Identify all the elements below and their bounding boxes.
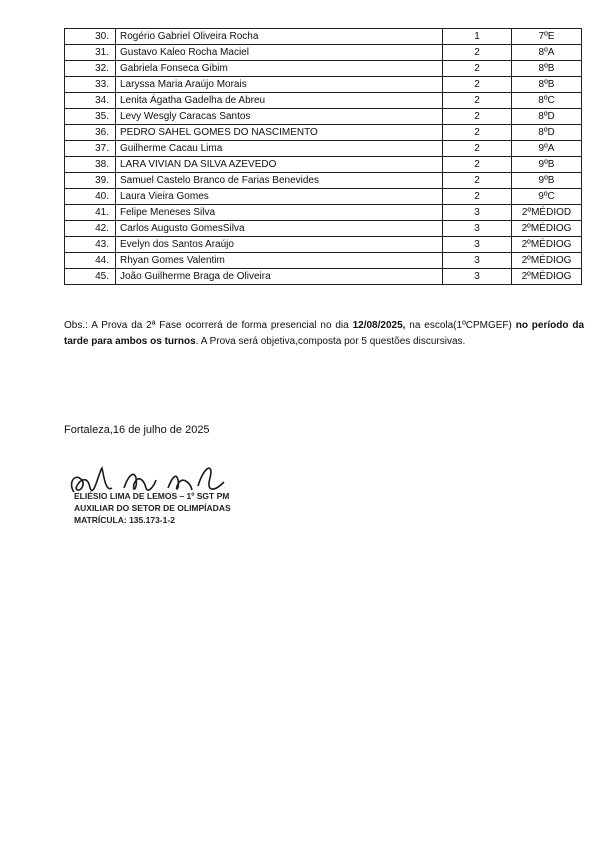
participant-name: LARA VIVIAN DA SILVA AZEVEDO	[116, 157, 443, 173]
participant-name: Lenita Ágatha Gadelha de Abreu	[116, 93, 443, 109]
class-grade: 8ºC	[512, 93, 582, 109]
signer-name: ELIÉSIO LIMA DE LEMOS – 1º SGT PM	[74, 491, 230, 501]
obs-date: 12/08/2025,	[352, 320, 406, 331]
class-grade: 2ºMÉDIOD	[512, 205, 582, 221]
class-grade: 9ºB	[512, 157, 582, 173]
row-number: 36.	[65, 125, 116, 141]
row-number: 44.	[65, 253, 116, 269]
row-number: 31.	[65, 45, 116, 61]
table-row	[65, 125, 582, 141]
year-level: 2	[443, 109, 512, 125]
table-row	[65, 93, 582, 109]
row-number: 35.	[65, 109, 116, 125]
class-grade: 9ºC	[512, 189, 582, 205]
row-number: 40.	[65, 189, 116, 205]
year-level: 2	[443, 45, 512, 61]
row-number: 37.	[65, 141, 116, 157]
row-number: 32.	[65, 61, 116, 77]
table-row	[65, 109, 582, 125]
year-level: 2	[443, 125, 512, 141]
obs-prefix: Obs.: A Prova da 2ª Fase ocorrerá de forma presencial no dia	[64, 320, 353, 331]
participant-name: Rhyan Gomes Valentim	[116, 253, 443, 269]
participant-name: PEDRO SAHEL GOMES DO NASCIMENTO	[116, 125, 443, 141]
table-row	[65, 61, 582, 77]
table-row	[65, 237, 582, 253]
year-level: 2	[443, 157, 512, 173]
obs-middle: na escola(1ºCPMGEF)	[405, 320, 516, 331]
participant-name: Gustavo Kaleo Rocha Maciel	[116, 45, 443, 61]
year-level: 3	[443, 205, 512, 221]
participants-table-body	[65, 29, 582, 285]
signer-registration: MATRÍCULA: 135.173-1-2	[74, 515, 175, 525]
year-level: 3	[443, 237, 512, 253]
obs-suffix: . A Prova será objetiva,composta por 5 questões discursivas.	[195, 336, 466, 347]
year-level: 3	[443, 221, 512, 237]
obs-period: no período da tarde para ambos os turnos	[64, 320, 585, 347]
participants-table	[64, 28, 582, 285]
signature-block	[74, 490, 231, 526]
participant-name: Samuel Castelo Branco de Farias Benevides	[116, 173, 443, 189]
year-level: 3	[443, 269, 512, 285]
table-row	[65, 45, 582, 61]
class-grade: 7ºE	[512, 29, 582, 45]
class-grade: 2ºMÉDIOG	[512, 237, 582, 253]
class-grade: 2ºMÉDIOG	[512, 221, 582, 237]
participant-name: Felipe Meneses Silva	[116, 205, 443, 221]
participant-name: Carlos Augusto GomesSilva	[116, 221, 443, 237]
row-number: 42.	[65, 221, 116, 237]
participant-name: Evelyn dos Santos Araújo	[116, 237, 443, 253]
class-grade: 9ºA	[512, 141, 582, 157]
participant-name: Rogério Gabriel Oliveira Rocha	[116, 29, 443, 45]
row-number: 41.	[65, 205, 116, 221]
participant-name: Gabriela Fonseca Gibim	[116, 61, 443, 77]
table-row	[65, 269, 582, 285]
year-level: 2	[443, 173, 512, 189]
table-row	[65, 173, 582, 189]
class-grade: 9ºB	[512, 173, 582, 189]
year-level: 2	[443, 61, 512, 77]
year-level: 2	[443, 93, 512, 109]
participant-name: Guilherme Cacau Lima	[116, 141, 443, 157]
table-row	[65, 29, 582, 45]
signer-role: AUXILIAR DO SETOR DE OLIMPÍADAS	[74, 503, 231, 513]
row-number: 30.	[65, 29, 116, 45]
row-number: 43.	[65, 237, 116, 253]
participant-name: Laura Vieira Gomes	[116, 189, 443, 205]
class-grade: 8ºD	[512, 109, 582, 125]
participant-name: Laryssa Maria Araújo Morais	[116, 77, 443, 93]
class-grade: 8ºB	[512, 61, 582, 77]
year-level: 2	[443, 189, 512, 205]
table-row	[65, 77, 582, 93]
row-number: 39.	[65, 173, 116, 189]
class-grade: 8ºB	[512, 77, 582, 93]
table-row	[65, 141, 582, 157]
row-number: 33.	[65, 77, 116, 93]
row-number: 38.	[65, 157, 116, 173]
table-row	[65, 221, 582, 237]
table-row	[65, 205, 582, 221]
year-level: 3	[443, 253, 512, 269]
row-number: 34.	[65, 93, 116, 109]
class-grade: 8ºA	[512, 45, 582, 61]
year-level: 1	[443, 29, 512, 45]
class-grade: 2ºMÉDIOG	[512, 269, 582, 285]
participant-name: João Guilherme Braga de Oliveira	[116, 269, 443, 285]
city-date: Fortaleza,16 de julho de 2025	[64, 424, 210, 436]
year-level: 2	[443, 141, 512, 157]
class-grade: 2ºMÉDIOG	[512, 253, 582, 269]
table-row	[65, 189, 582, 205]
participant-name: Levy Wesgly Caracas Santos	[116, 109, 443, 125]
observation-paragraph	[64, 318, 584, 350]
row-number: 45.	[65, 269, 116, 285]
table-row	[65, 157, 582, 173]
class-grade: 8ºD	[512, 125, 582, 141]
table-row	[65, 253, 582, 269]
year-level: 2	[443, 77, 512, 93]
